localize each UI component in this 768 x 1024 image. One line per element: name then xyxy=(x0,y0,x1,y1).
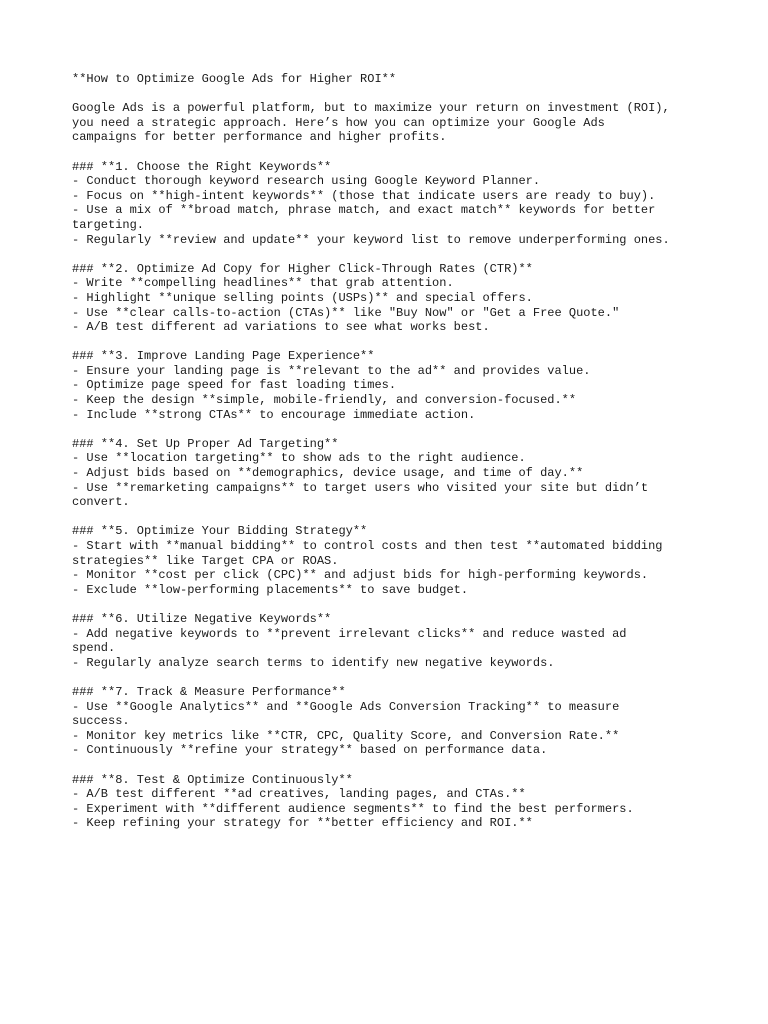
section-line: - A/B test different ad variations to see what works best. xyxy=(72,320,490,335)
section-line: - Conduct thorough keyword research using Google Keyword Planner. xyxy=(72,174,541,189)
spacer xyxy=(72,758,712,773)
document-body xyxy=(72,72,712,831)
section-line: - Use **remarketing campaigns** to target users who visited your site but didn’t xyxy=(72,480,649,495)
spacer xyxy=(72,422,712,437)
section-heading: ### **1. Choose the Right Keywords** xyxy=(72,159,332,174)
section-line: - Exclude **low-performing placements** to save budget. xyxy=(72,582,469,597)
spacer xyxy=(72,597,712,612)
section-line: - Experiment with **different audience segments** to find the best performers. xyxy=(72,801,634,816)
spacer xyxy=(72,335,712,350)
section-heading: ### **6. Utilize Negative Keywords** xyxy=(72,611,332,626)
section-line: - Write **compelling headlines** that grab attention. xyxy=(72,276,454,291)
section-line: strategies** like Target CPA or ROAS. xyxy=(72,553,339,568)
section-line: - Include **strong CTAs** to encourage immediate action. xyxy=(72,407,476,422)
section-line: - Focus on **high-intent keywords** (those that indicate users are ready to buy). xyxy=(72,188,656,203)
section-line: - A/B test different **ad creatives, landing pages, and CTAs.** xyxy=(72,787,526,802)
section-heading: ### **4. Set Up Proper Ad Targeting** xyxy=(72,436,339,451)
section-line: - Use **Google Analytics** and **Google Ads Conversion Tracking** to measure xyxy=(72,699,620,714)
section-line: spend. xyxy=(72,641,116,656)
spacer xyxy=(72,510,712,525)
intro-line: campaigns for better performance and higher profits. xyxy=(72,130,447,145)
section-line: - Adjust bids based on **demographics, device usage, and time of day.** xyxy=(72,466,584,481)
intro-line: you need a strategic approach. Here’s how you can optimize your Google Ads xyxy=(72,115,605,130)
section-line: - Highlight **unique selling points (USPs)** and special offers. xyxy=(72,290,533,305)
section-line: - Regularly **review and update** your keyword list to remove underperforming ones. xyxy=(72,232,670,247)
section-heading: ### **3. Improve Landing Page Experience** xyxy=(72,349,375,364)
section-line: - Use **location targeting** to show ads to the right audience. xyxy=(72,451,526,466)
section-line: - Keep the design **simple, mobile-friendly, and conversion-focused.** xyxy=(72,393,577,408)
section-heading: ### **7. Track & Measure Performance** xyxy=(72,684,346,699)
spacer xyxy=(72,87,712,102)
section-line: targeting. xyxy=(72,217,145,232)
section-line: - Use a mix of **broad match, phrase match, and exact match** keywords for better xyxy=(72,203,656,218)
intro-line: Google Ads is a powerful platform, but to maximize your return on investment (ROI), xyxy=(72,101,670,116)
spacer xyxy=(72,247,712,262)
section-line: - Keep refining your strategy for **better efficiency and ROI.** xyxy=(72,816,533,831)
section-line: - Monitor key metrics like **CTR, CPC, Quality Score, and Conversion Rate.** xyxy=(72,728,620,743)
section-heading: ### **5. Optimize Your Bidding Strategy** xyxy=(72,524,368,539)
section-heading: ### **8. Test & Optimize Continuously** xyxy=(72,772,353,787)
section-line: - Optimize page speed for fast loading times. xyxy=(72,378,397,393)
section-line: - Monitor **cost per click (CPC)** and adjust bids for high-performing keywords. xyxy=(72,568,649,583)
section-line: - Use **clear calls-to-action (CTAs)** like "Buy Now" or "Get a Free Quote." xyxy=(72,305,620,320)
section-line: convert. xyxy=(72,495,130,510)
section-line: - Continuously **refine your strategy** based on performance data. xyxy=(72,743,548,758)
section-line: - Regularly analyze search terms to identify new negative keywords. xyxy=(72,655,555,670)
document-title: **How to Optimize Google Ads for Higher ROI** xyxy=(72,72,397,86)
section-line: - Add negative keywords to **prevent irrelevant clicks** and reduce wasted ad xyxy=(72,626,627,641)
section-line: success. xyxy=(72,714,130,729)
section-line: - Start with **manual bidding** to control costs and then test **automated bidding xyxy=(72,539,663,553)
section-line: - Ensure your landing page is **relevant to the ad** and provides value. xyxy=(72,363,591,378)
spacer xyxy=(72,145,712,160)
section-heading: ### **2. Optimize Ad Copy for Higher Click-Through Rates (CTR)** xyxy=(72,261,533,276)
spacer xyxy=(72,670,712,685)
